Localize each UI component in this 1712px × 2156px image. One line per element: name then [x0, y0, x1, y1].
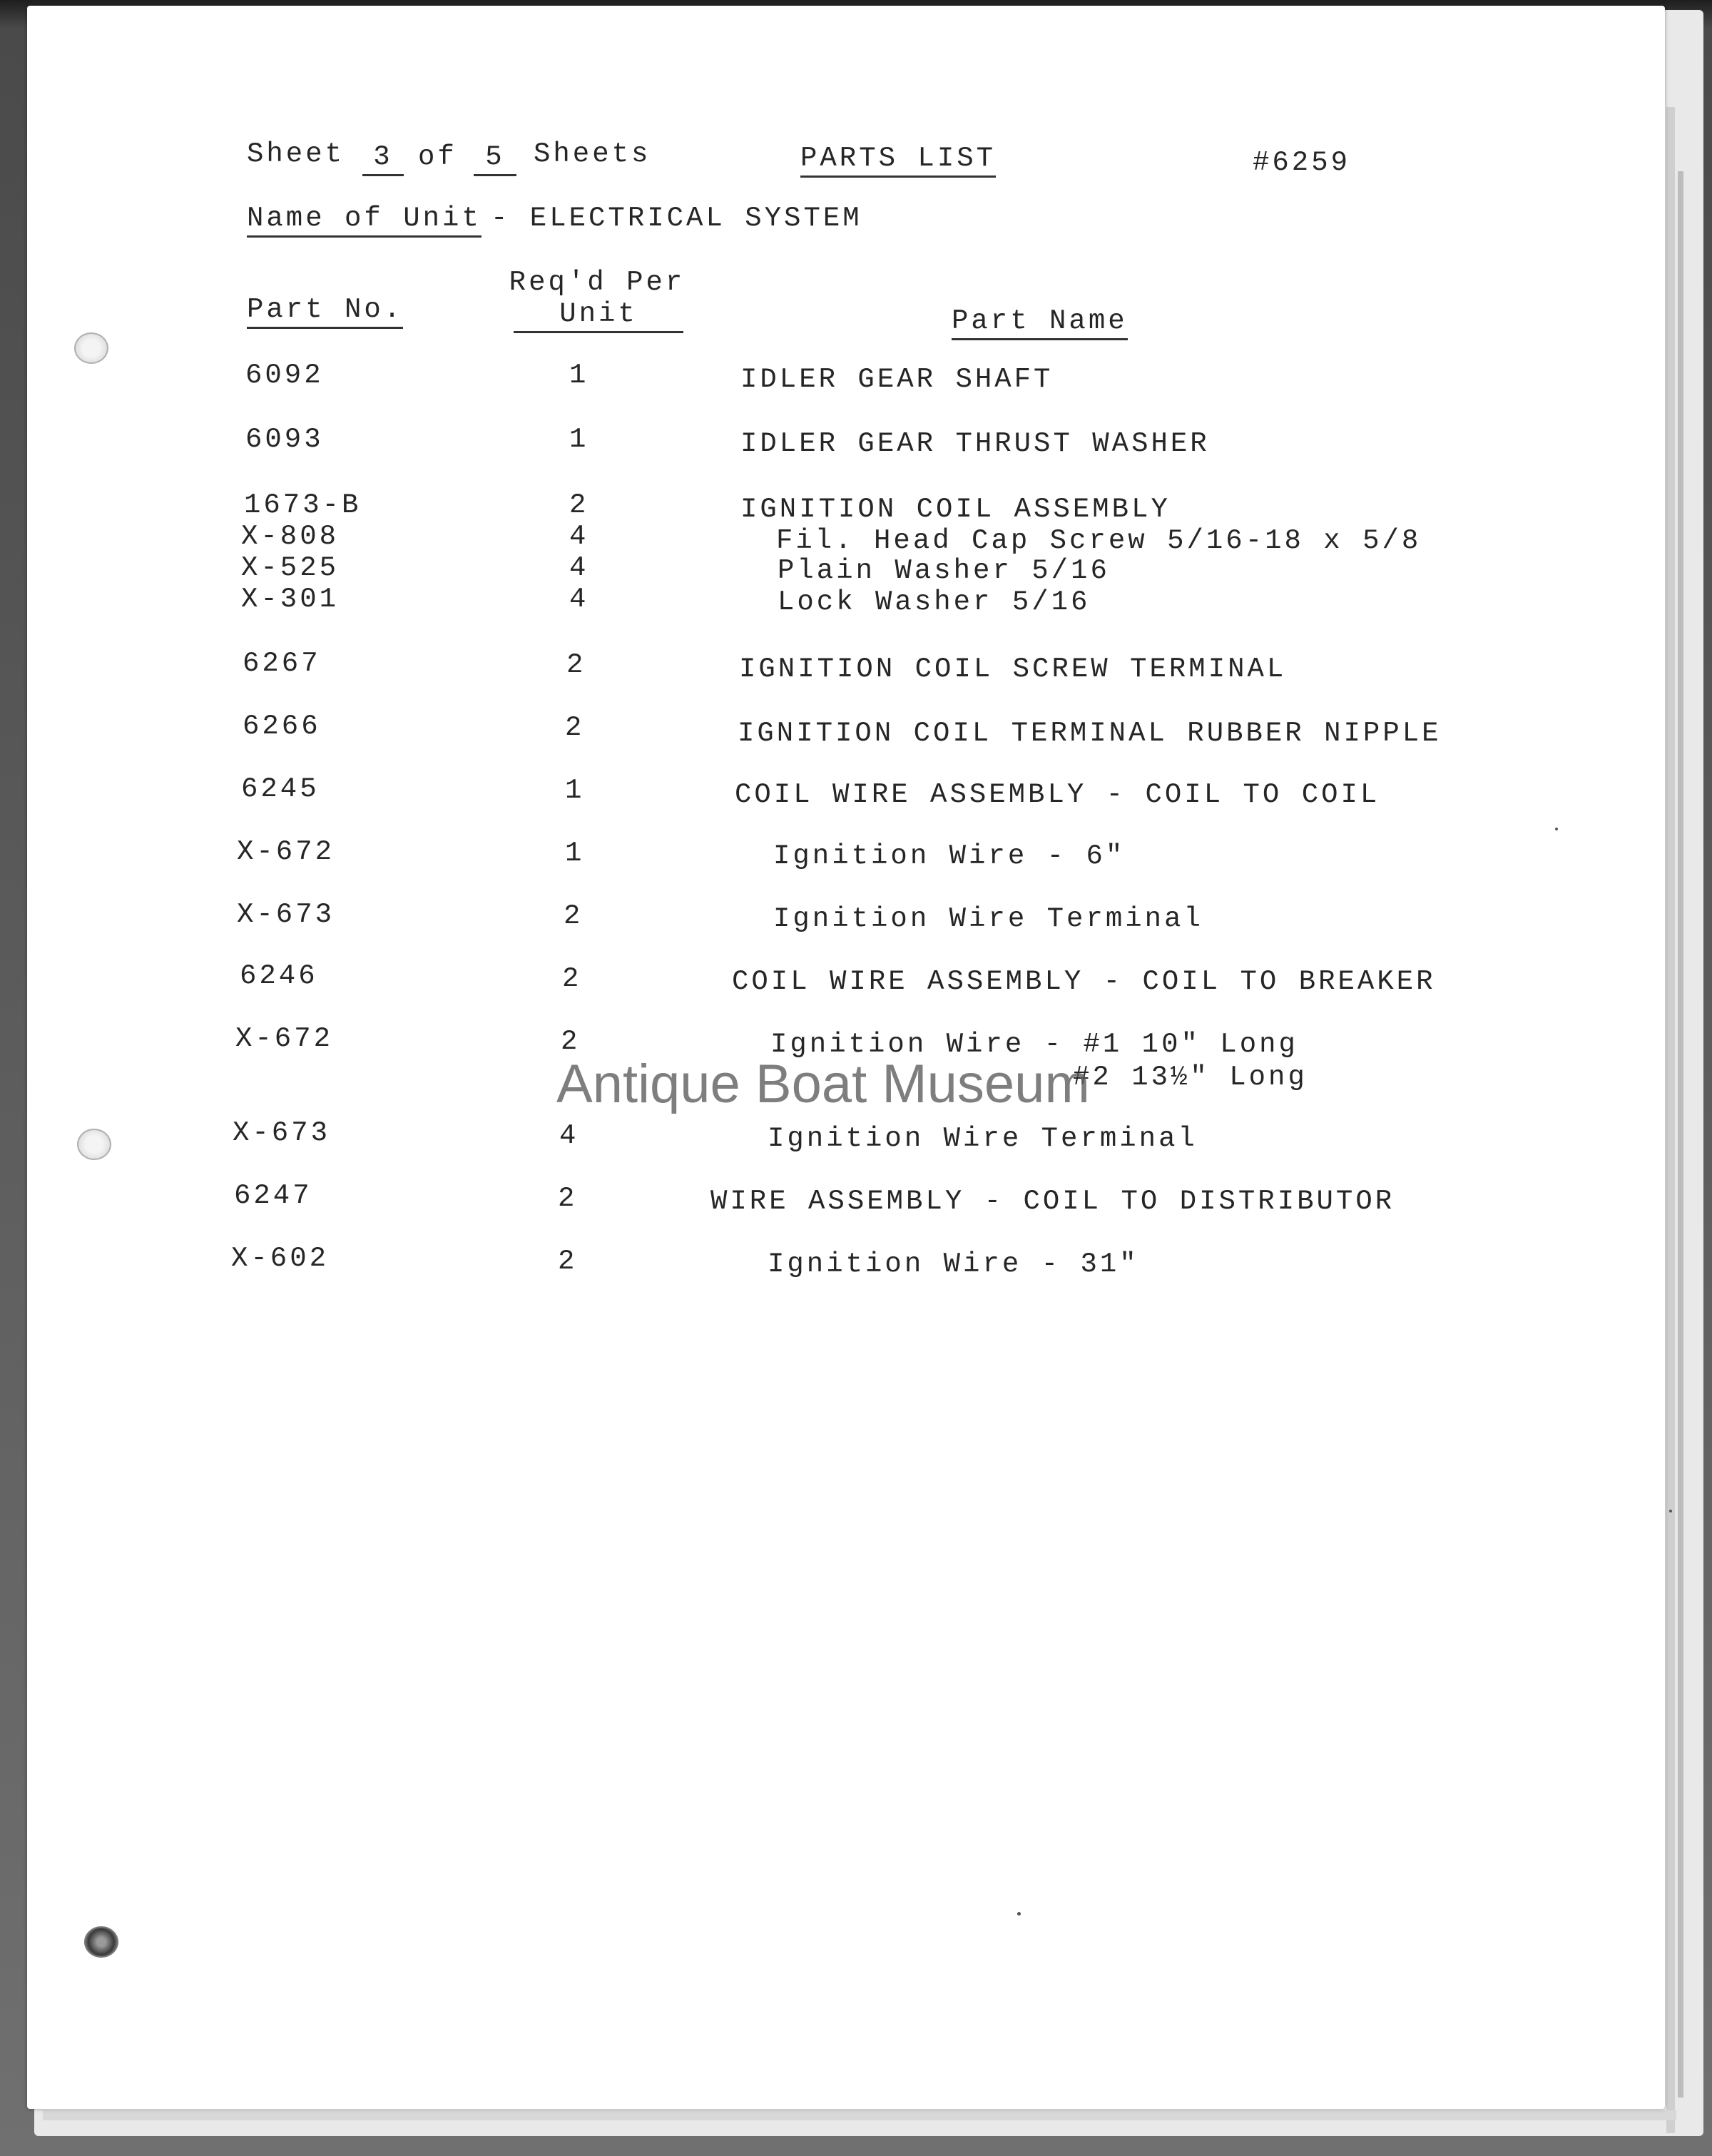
table-row-part-no: X-525 [241, 552, 340, 584]
column-header-part-name: Part Name [952, 305, 1128, 340]
table-row-name: IDLER GEAR THRUST WASHER [740, 428, 1210, 459]
table-row-part-no: 6266 [243, 711, 321, 742]
table-row-qty: 1 [565, 775, 585, 806]
table-row-qty: 4 [569, 552, 589, 584]
watermark: Antique Boat Museum [556, 1054, 1090, 1114]
unit-name: - ELECTRICAL SYSTEM [491, 203, 862, 234]
page-title: PARTS LIST [800, 143, 996, 178]
column-header-part-no: Part No. [247, 294, 403, 329]
table-row-part-no: 6267 [243, 648, 321, 679]
table-row-name: COIL WIRE ASSEMBLY - COIL TO COIL [735, 779, 1380, 810]
document-number: #6259 [1253, 147, 1351, 178]
table-row-part-no: X-301 [241, 584, 340, 615]
total-sheets: 5 [474, 141, 516, 176]
punch-hole-icon [84, 1926, 118, 1958]
sheet-number: 3 [362, 141, 404, 176]
ink-speck [1017, 1912, 1021, 1916]
punch-hole-icon [74, 332, 108, 364]
table-row-name: COIL WIRE ASSEMBLY - COIL TO BREAKER [732, 966, 1436, 997]
column-header-reqd: Req'd Per [509, 267, 686, 298]
table-row-name: WIRE ASSEMBLY - COIL TO DISTRIBUTOR [710, 1186, 1395, 1217]
unit-label: Name of Unit [247, 203, 482, 238]
table-row-part-no: X-672 [237, 836, 335, 868]
ink-speck [1669, 1510, 1672, 1512]
table-row-part-no: 6247 [234, 1180, 312, 1211]
table-row-qty: 4 [559, 1120, 579, 1151]
table-row-qty: 2 [561, 1026, 581, 1057]
page-edge [43, 2110, 1676, 2120]
table-row-name: IDLER GEAR SHAFT [740, 364, 1054, 395]
punch-hole-icon [77, 1129, 111, 1160]
table-row-qty: 1 [565, 838, 585, 869]
table-row-part-no: X-673 [233, 1117, 331, 1149]
page-edge [1678, 171, 1683, 2097]
table-row-part-no: 6246 [240, 960, 318, 992]
table-row-name: Lock Washer 5/16 [778, 586, 1091, 618]
table-row-qty: 2 [566, 649, 586, 681]
column-header-unit: Unit [514, 298, 683, 333]
table-row-name: Ignition Wire Terminal [773, 903, 1203, 935]
table-row-part-no: X-673 [237, 899, 335, 930]
table-row-name: IGNITION COIL SCREW TERMINAL [739, 654, 1287, 685]
table-row-name: Ignition Wire - 31" [768, 1249, 1139, 1280]
table-row-qty: 2 [562, 963, 582, 995]
sheet-prefix: Sheet [247, 138, 345, 170]
sheets-label: Sheets [534, 138, 651, 170]
table-row-qty: 2 [564, 900, 584, 932]
table-row-name: IGNITION COIL TERMINAL RUBBER NIPPLE [738, 718, 1442, 749]
table-row-qty: 2 [569, 489, 589, 521]
table-row-name: Ignition Wire - 6" [773, 840, 1126, 872]
table-row-qty: 2 [558, 1246, 578, 1277]
table-row-name: Ignition Wire - #1 10" Long [770, 1029, 1298, 1060]
table-row-part-no: 6093 [245, 424, 324, 455]
table-row-qty: 1 [569, 360, 589, 391]
table-row-part-no: 1673-B [244, 489, 362, 521]
table-row-qty: 2 [558, 1183, 578, 1214]
table-row-part-no: 6245 [241, 773, 320, 805]
table-row-qty: 4 [569, 584, 589, 615]
page-edge [1666, 107, 1675, 2133]
table-row-qty: 1 [569, 424, 589, 455]
table-row-name: IGNITION COIL ASSEMBLY [740, 494, 1171, 525]
table-row-part-no: X-672 [235, 1023, 334, 1054]
ink-speck [1555, 828, 1558, 830]
table-row-part-no: X-602 [231, 1243, 330, 1274]
table-row-name-continued: #2 13½" Long [1073, 1062, 1308, 1093]
sheet-of: of [418, 141, 457, 173]
table-row-qty: 4 [569, 521, 589, 552]
table-row-name: Plain Washer 5/16 [778, 555, 1110, 586]
table-row-name: Fil. Head Cap Screw 5/16-18 x 5/8 [776, 525, 1422, 556]
table-row-part-no: 6092 [245, 360, 324, 391]
table-row-part-no: X-808 [241, 521, 340, 552]
table-row-qty: 2 [565, 712, 585, 743]
table-row-name: Ignition Wire Terminal [768, 1123, 1198, 1154]
